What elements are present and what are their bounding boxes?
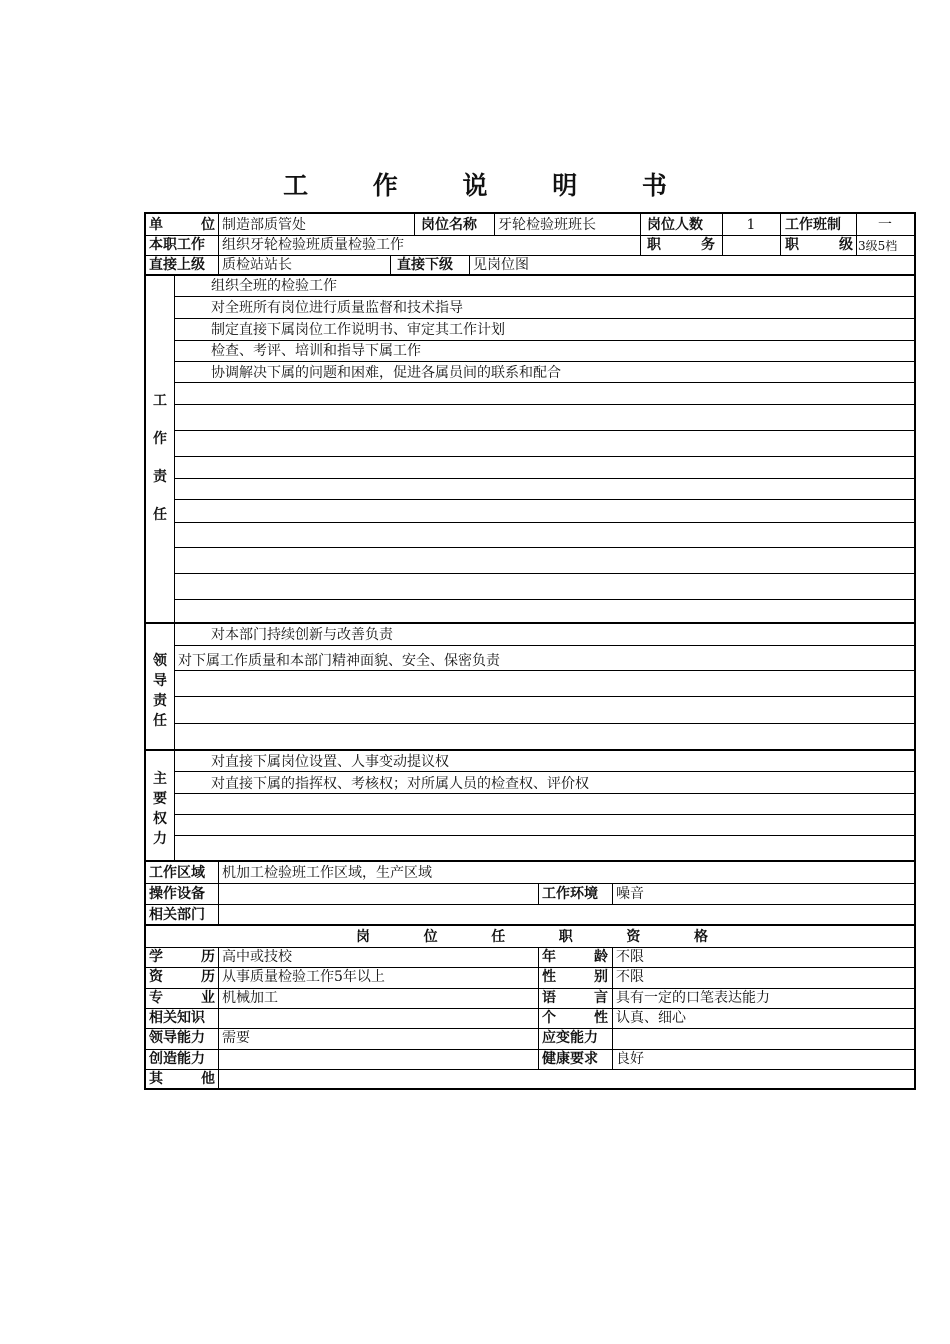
knowledge-label: 相关知识 xyxy=(149,1010,205,1026)
responsibility-item: 协调解决下属的问题和困难，促进各属员间的联系和配合 xyxy=(211,365,561,381)
col-divider xyxy=(538,883,539,904)
age-label: 年 龄 xyxy=(542,949,608,965)
row-divider xyxy=(146,1008,914,1009)
superior-value: 质检站站长 xyxy=(222,257,292,273)
unit-label: 单 位 xyxy=(149,217,215,233)
row-divider xyxy=(174,404,914,405)
row-divider xyxy=(174,361,914,362)
gender-value: 不限 xyxy=(616,969,644,985)
qualifications-heading: 岗 位 任 职 资 格 xyxy=(356,929,708,945)
unit-value: 制造部质管处 xyxy=(222,217,306,233)
health-value: 良好 xyxy=(616,1051,644,1067)
row-divider xyxy=(146,883,914,884)
section-divider xyxy=(146,622,914,624)
language-label: 语 言 xyxy=(542,990,608,1006)
powers-label: 主要权力 xyxy=(153,771,167,847)
row-divider xyxy=(174,430,914,431)
responsibility-item: 对全班所有岗位进行质量监督和技术指导 xyxy=(211,300,463,316)
superior-label: 直接上级 xyxy=(149,257,205,273)
leadership-ability-value: 需要 xyxy=(222,1030,250,1046)
area-label: 工作区域 xyxy=(149,865,205,881)
col-divider xyxy=(612,883,613,904)
gender-label: 性 别 xyxy=(542,969,608,985)
experience-label: 资 历 xyxy=(149,969,215,985)
row-divider xyxy=(174,478,914,479)
duty-label: 职 务 xyxy=(647,237,715,253)
col-divider xyxy=(218,214,219,275)
main-work-value: 组织牙轮检验班质量检验工作 xyxy=(222,237,404,253)
col-divider xyxy=(494,214,495,235)
responsibility-item: 检查、考评、培训和指导下属工作 xyxy=(211,343,421,359)
row-divider xyxy=(174,318,914,319)
row-divider xyxy=(174,814,914,815)
row-divider xyxy=(174,296,914,297)
col-divider xyxy=(218,862,219,924)
row-divider xyxy=(146,1049,914,1050)
col-divider xyxy=(640,214,641,255)
age-value: 不限 xyxy=(616,949,644,965)
job-description-form xyxy=(144,212,916,1090)
row-divider xyxy=(174,645,914,646)
row-divider xyxy=(146,904,914,905)
row-divider xyxy=(174,547,914,548)
other-label: 其 他 xyxy=(149,1071,215,1087)
health-label: 健康要求 xyxy=(542,1051,598,1067)
post-name-label: 岗位名称 xyxy=(421,217,477,233)
power-item: 对直接下属岗位设置、人事变动提议权 xyxy=(211,754,449,770)
col-divider xyxy=(218,947,219,1088)
leadership-ability-label: 领导能力 xyxy=(149,1030,205,1046)
shift-label: 工作班制 xyxy=(785,217,841,233)
post-name-value: 牙轮检验班班长 xyxy=(498,217,596,233)
main-work-label: 本职工作 xyxy=(149,237,205,253)
col-divider xyxy=(414,214,415,235)
education-label: 学 历 xyxy=(149,949,215,965)
document-title: 工 作 说 明 书 xyxy=(283,171,695,200)
row-divider xyxy=(174,835,914,836)
post-count-value: 1 xyxy=(746,217,756,233)
row-divider xyxy=(174,573,914,574)
leadership-item: 对本部门持续创新与改善负责 xyxy=(211,627,393,643)
major-value: 机械加工 xyxy=(222,990,278,1006)
row-divider xyxy=(174,696,914,697)
leadership-item: 对下属工作质量和本部门精神面貌、安全、保密负责 xyxy=(178,653,500,669)
row-divider xyxy=(174,723,914,724)
col-divider xyxy=(538,947,539,1069)
responsibility-item: 制定直接下属岗位工作说明书、审定其工作计划 xyxy=(211,322,505,338)
environment-label: 工作环境 xyxy=(542,886,598,902)
shift-value: 一 xyxy=(878,217,892,233)
row-divider xyxy=(174,499,914,500)
section-divider xyxy=(146,924,914,926)
responsibilities-label: 工作责任 xyxy=(153,393,167,523)
grade-value: 3级5档 xyxy=(858,239,898,253)
col-divider xyxy=(780,214,781,255)
grade-label: 职 级 xyxy=(785,237,853,253)
major-label: 专 业 xyxy=(149,990,215,1006)
section-divider xyxy=(146,749,914,751)
environment-value: 噪音 xyxy=(616,886,644,902)
area-value: 机加工检验班工作区域，生产区域 xyxy=(222,865,432,881)
education-value: 高中或技校 xyxy=(222,949,292,965)
experience-value: 从事质量检验工作5年以上 xyxy=(222,969,385,985)
col-divider xyxy=(390,255,391,275)
row-divider xyxy=(174,456,914,457)
post-count-label: 岗位人数 xyxy=(647,217,703,233)
creativity-label: 创造能力 xyxy=(149,1051,205,1067)
col-divider xyxy=(174,275,175,860)
dept-label: 相关部门 xyxy=(149,907,205,923)
personality-value: 认真、细心 xyxy=(616,1010,686,1026)
subordinate-value: 见岗位图 xyxy=(473,257,529,273)
responsibility-item: 组织全班的检验工作 xyxy=(211,278,337,294)
col-divider xyxy=(469,255,470,275)
personality-label: 个 性 xyxy=(542,1010,608,1026)
section-divider xyxy=(146,860,914,862)
adaptability-label: 应变能力 xyxy=(542,1030,598,1046)
row-divider xyxy=(146,1069,914,1070)
leadership-label: 领导责任 xyxy=(153,653,167,729)
row-divider xyxy=(174,599,914,600)
row-divider xyxy=(174,522,914,523)
subordinate-label: 直接下级 xyxy=(397,257,453,273)
power-item: 对直接下属的指挥权、考核权；对所属人员的检查权、评价权 xyxy=(211,776,589,792)
equipment-label: 操作设备 xyxy=(149,886,205,902)
language-value: 具有一定的口笔表达能力 xyxy=(616,990,770,1006)
col-divider xyxy=(612,947,613,1069)
row-divider xyxy=(146,1028,914,1029)
